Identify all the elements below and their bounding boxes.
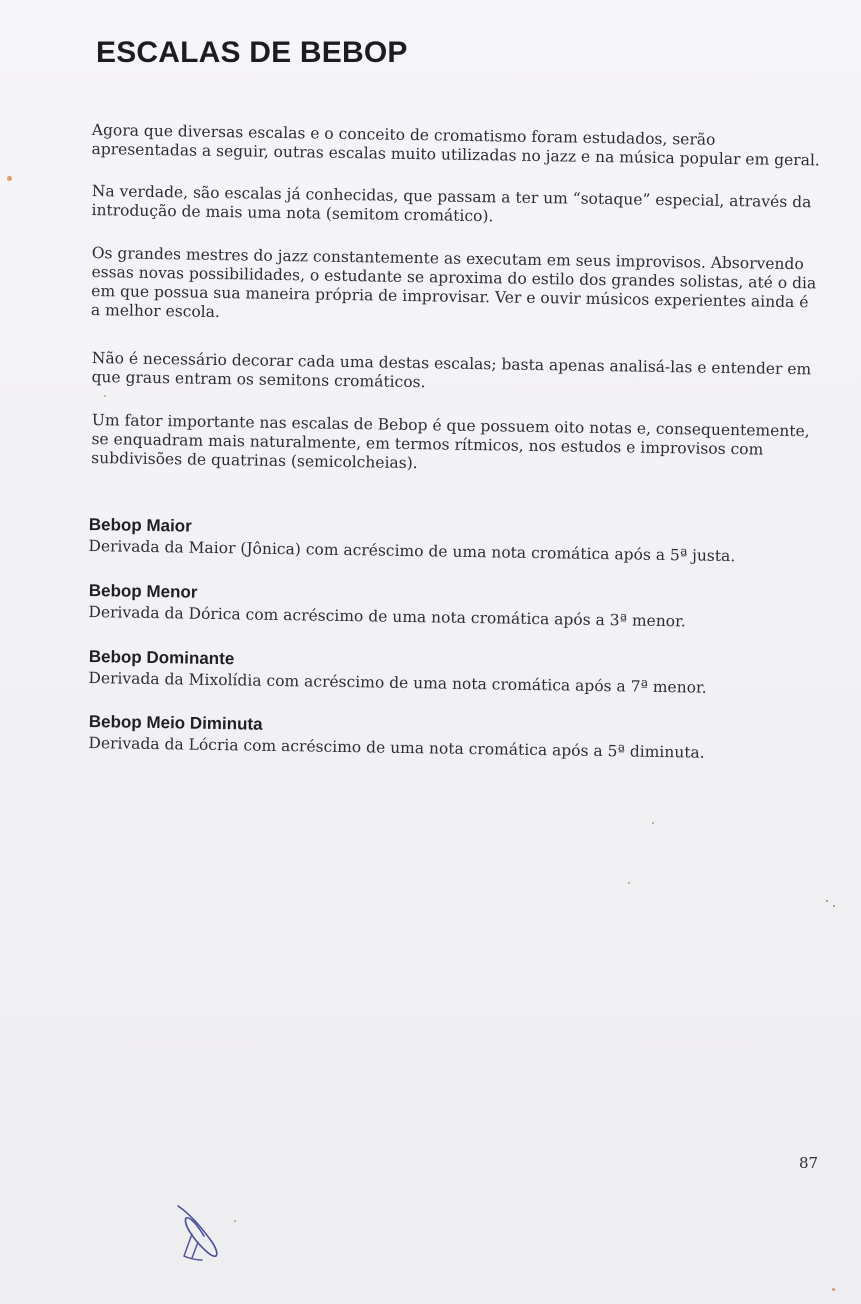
scale-description: Derivada da Mixolídia com acréscimo de uma nota cromática após a 7ª menor. bbox=[88, 668, 707, 697]
paper-speck bbox=[7, 176, 12, 181]
paper-speck bbox=[832, 1288, 835, 1291]
scale-heading: Bebop Meio Diminuta bbox=[88, 711, 263, 734]
paragraph-masters: Os grandes mestres do jazz constantemente as executam em seus improvisos. Absorvendo essas novas possibilidades, o estudante se aproxima do estilo dos grandes solistas, até o dia em que possua sua maneira própria de improvisar. Ver e ouvir músicos experientes ainda é a melhor escola. bbox=[90, 244, 817, 322]
scale-heading: Bebop Dominante bbox=[88, 646, 235, 669]
paper-speck bbox=[833, 905, 835, 907]
paper-speck bbox=[826, 900, 828, 902]
handwritten-signature-icon bbox=[172, 1198, 232, 1264]
scale-heading: Bebop Menor bbox=[88, 580, 198, 602]
page-number: 87 bbox=[799, 1154, 819, 1172]
scale-section-bebop-maior bbox=[88, 514, 809, 567]
scale-heading: Bebop Maior bbox=[88, 514, 192, 536]
paper-speck bbox=[104, 395, 106, 397]
paragraph-intro: Agora que diversas escalas e o conceito de cromatismo foram estudados, serão apresentadas a seguir, outras escalas muito utilizadas no jazz e na música popular em geral. bbox=[91, 121, 820, 170]
scale-section-bebop-meio-diminuta bbox=[88, 711, 809, 764]
paper-speck bbox=[234, 1220, 236, 1222]
scale-description: Derivada da Maior (Jônica) com acréscimo de uma nota cromática após a 5ª justa. bbox=[88, 536, 736, 566]
paragraph-eight-notes: Um fator importante nas escalas de Bebop é que possuem oito notas e, consequentemente, se enquadram mais naturalmente, em termos rítmicos, nos estudos e improvisos com subdivisões de quatrinas (semicolcheias). bbox=[91, 411, 810, 473]
paper-speck bbox=[652, 822, 654, 824]
scale-section-bebop-menor bbox=[88, 580, 809, 633]
scale-description: Derivada da Lócria com acréscimo de uma nota cromática após a 5ª diminuta. bbox=[88, 733, 705, 762]
paragraph-accent: Na verdade, são escalas já conhecidas, que passam a ter um “sotaque” especial, através da introdução de mais uma nota (semitom cromático). bbox=[91, 182, 812, 226]
page-title: ESCALAS DE BEBOP bbox=[96, 36, 408, 69]
scale-section-bebop-dominante bbox=[88, 646, 809, 699]
paper-speck bbox=[628, 882, 630, 884]
paragraph-analysis: Não é necessário decorar cada uma destas escalas; basta apenas analisá-las e entender em que graus entram os semitons cromáticos. bbox=[91, 349, 812, 392]
scale-description: Derivada da Dórica com acréscimo de uma nota cromática após a 3ª menor. bbox=[88, 602, 686, 631]
